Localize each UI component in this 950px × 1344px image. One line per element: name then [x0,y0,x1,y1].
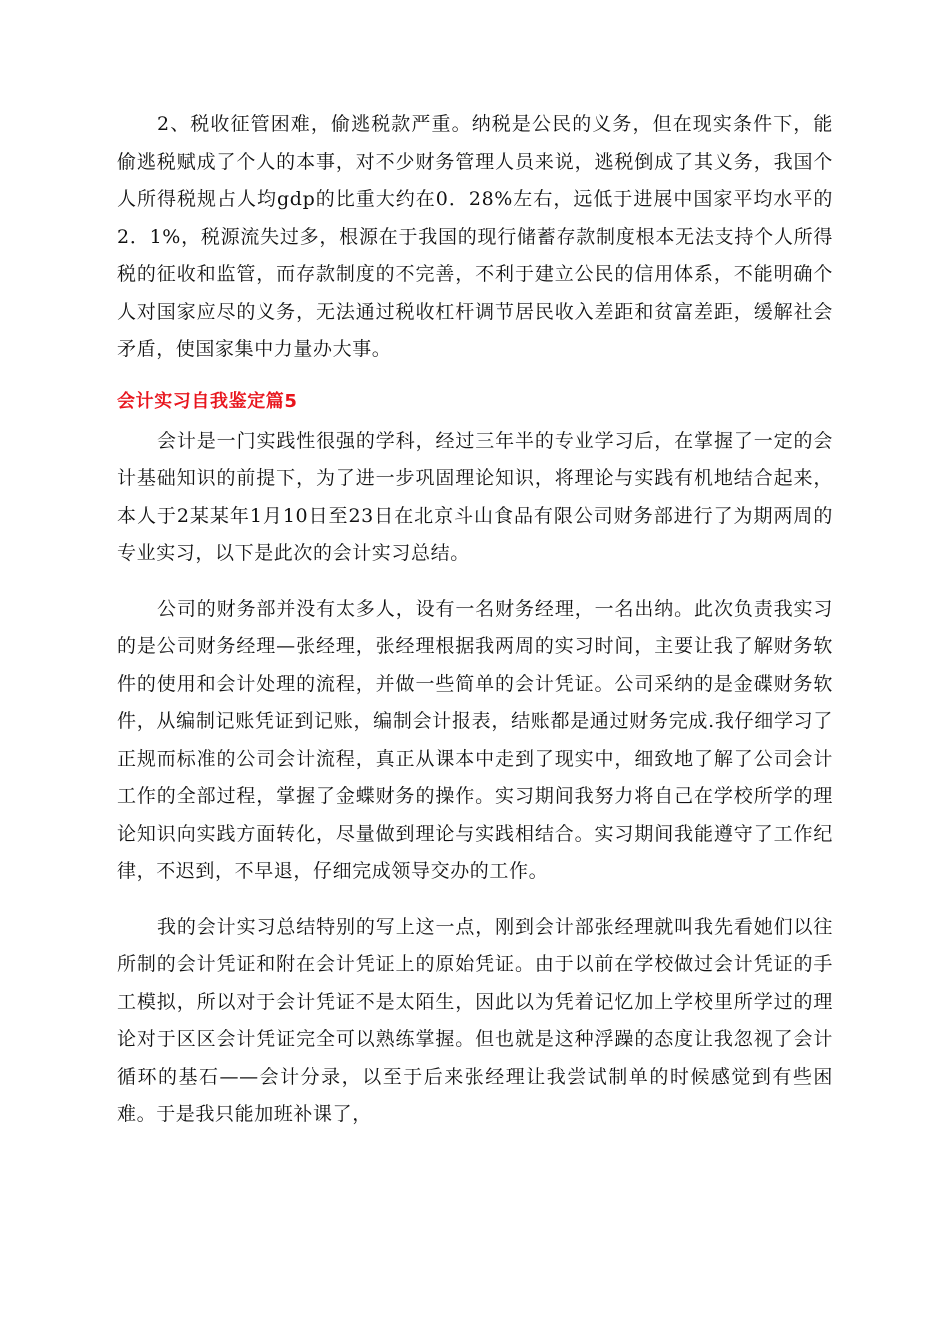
document-page [117,106,833,1134]
paragraph-tax-collection: 2、税收征管困难，偷逃税款严重。纳税是公民的义务，但在现实条件下，能偷逃税赋成了个人的本事，对不少财务管理人员来说，逃税倒成了其义务，我国个人所得税规占人均gdp的比重大约在0．28%左右，远低于进展中国家平均水平的2．1%，税源流失过多，根源在于我国的现行储蓄存款制度根本无法支持个人所得税的征收和监管，而存款制度的不完善，不利于建立公民的信用体系，不能明确个人对国家应尽的义务，无法通过税收杠杆调节居民收入差距和贫富差距，缓解社会矛盾，使国家集中力量办大事。 [117,113,833,360]
paragraph-finance-dept: 公司的财务部并没有太多人，设有一名财务经理，一名出纳。此次负责我实习的是公司财务经理—张经理，张经理根据我两周的实习时间，主要让我了解财务软件的使用和会计处理的流程，并做一些简单的会计凭证。公司采纳的是金碟财务软件，从编制记账凭证到记账，编制会计报表，结账都是通过财务完成.我仔细学习了正规而标准的公司会计流程，真正从课本中走到了现实中，细致地了解了公司会计工作的全部过程，掌握了金蝶财务的操作。实习期间我努力将自己在学校所学的理论知识向实践方面转化，尽量做到理论与实践相结合。实习期间我能遵守了工作纪律，不迟到，不早退，仔细完成领导交办的工作。 [117,597,833,882]
paragraph-summary: 我的会计实习总结特别的写上这一点，刚到会计部张经理就叫我先看她们以往所制的会计凭证和附在会计凭证上的原始凭证。由于以前在学校做过会计凭证的手工模拟，所以对于会计凭证不是太陌生，因此以为凭着记忆加上学校里所学过的理论对于区区会计凭证完全可以熟练掌握。但也就是这种浮躁的态度让我忽视了会计循环的基石——会计分录，以至于后来张经理让我尝试制单的时候感觉到有些困难。于是我只能加班补课了， [117,915,833,1125]
section-heading: 会计实习自我鉴定篇5 [117,390,298,412]
paragraph-intro: 会计是一门实践性很强的学科，经过三年半的专业学习后，在掌握了一定的会计基础知识的前提下，为了进一步巩固理论知识，将理论与实践有机地结合起来，本人于2某某年1月10日至23日在北京斗山食品有限公司财务部进行了为期两周的专业实习，以下是此次的会计实习总结。 [117,429,833,564]
